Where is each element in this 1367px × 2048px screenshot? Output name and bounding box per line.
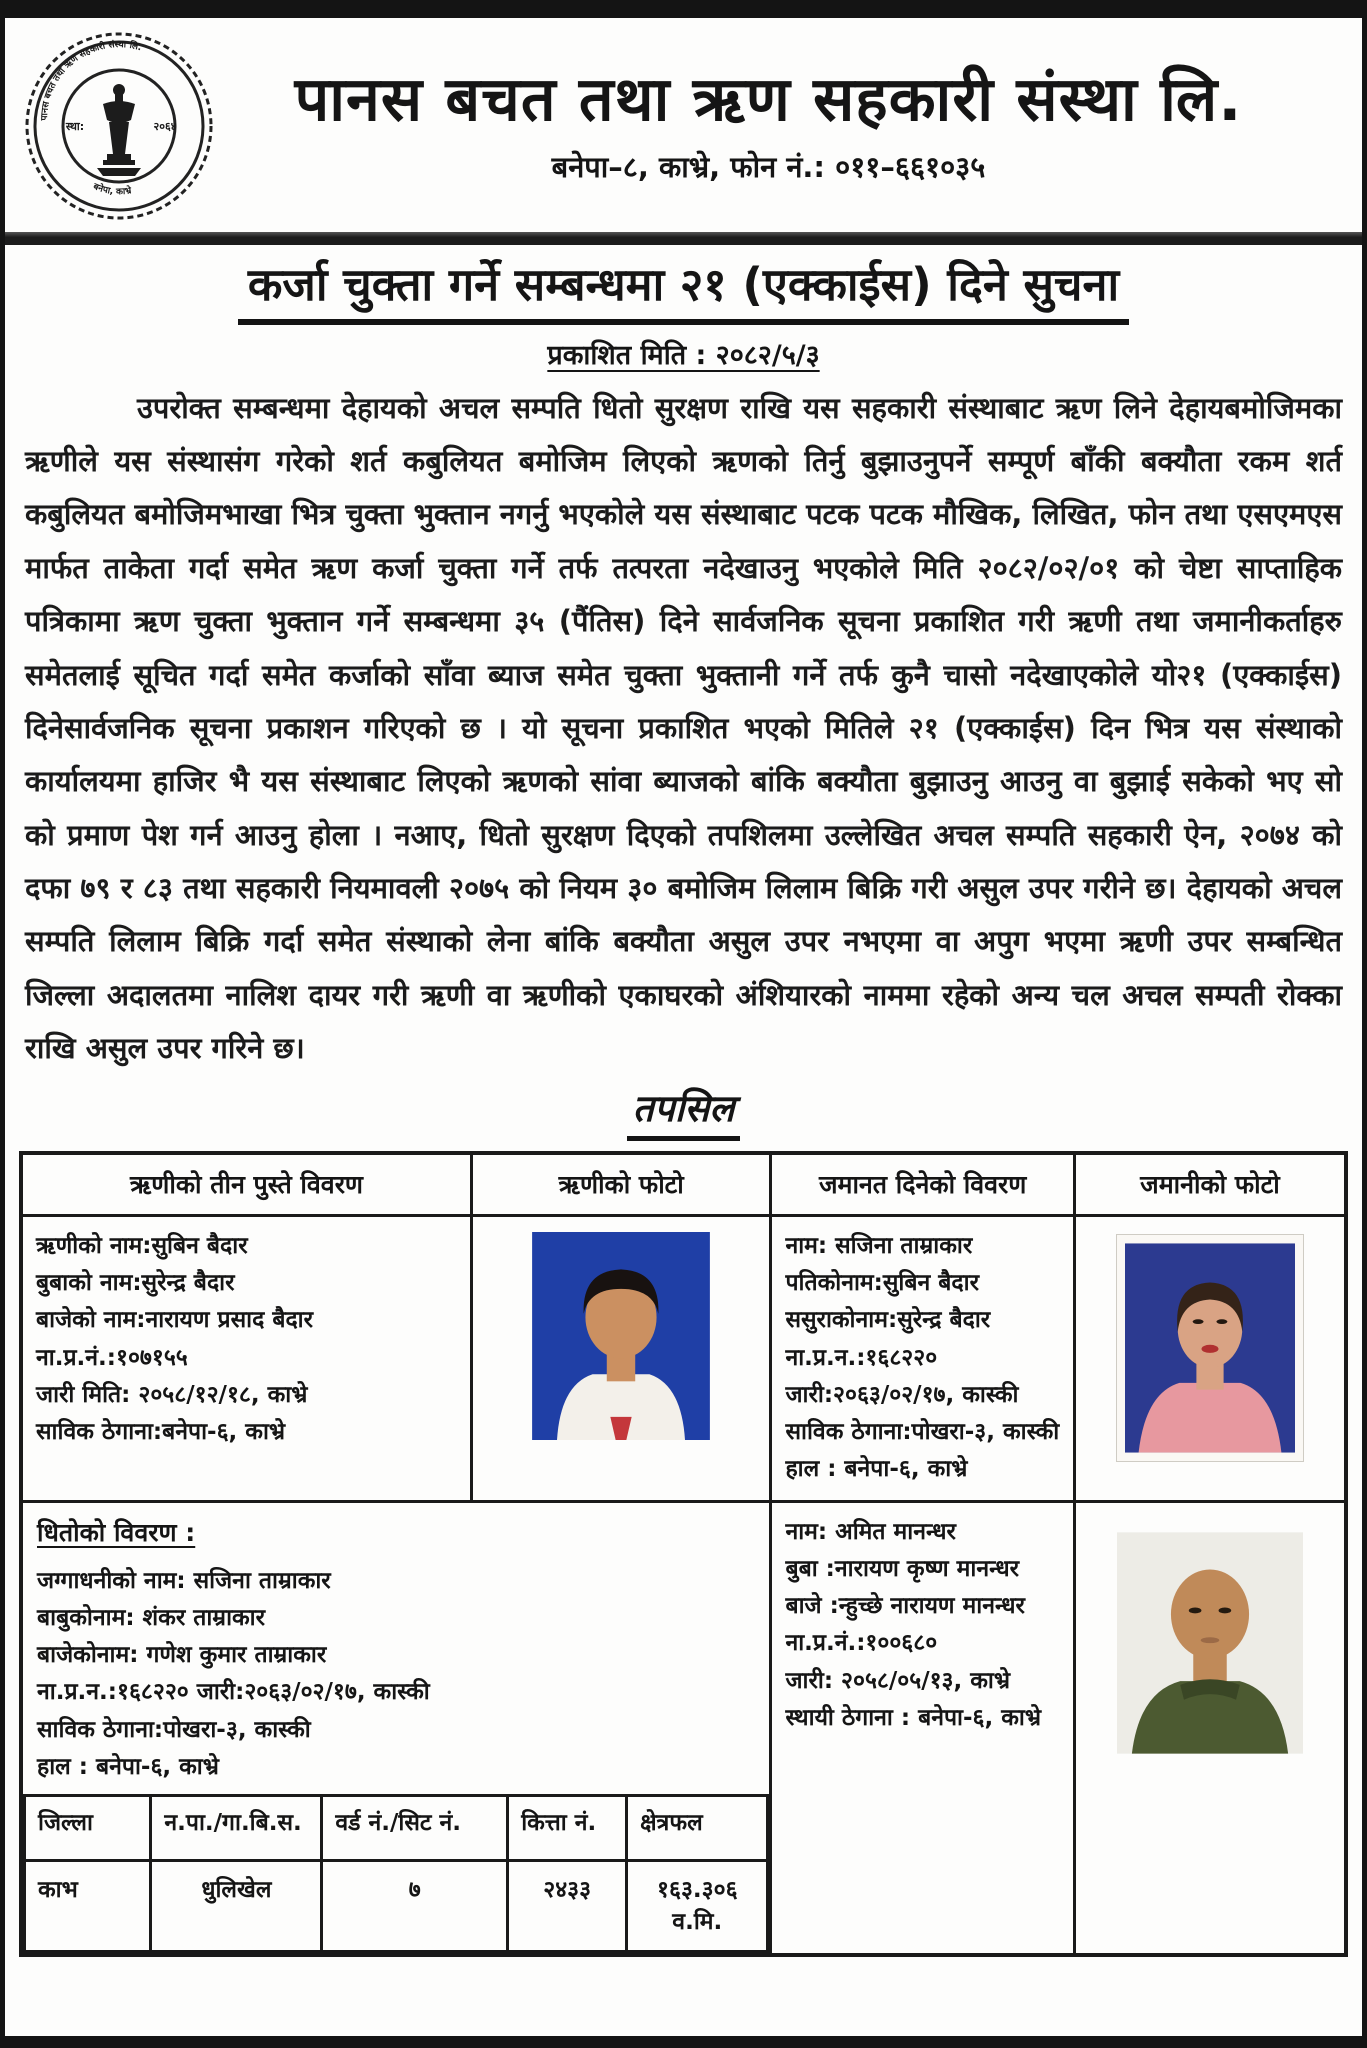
land-district-value: काभ xyxy=(25,1861,151,1952)
guarantor1-fatherinlaw-name: ससुराकोनाम:सुरेन्द्र बैदार xyxy=(785,1307,991,1334)
borrower-grandfather-name: बाजेको नाम:नारायण प्रसाद बैदार xyxy=(36,1307,314,1334)
borrower-address: साविक ठेगाना:बनेपा-६, काभ्रे xyxy=(36,1419,286,1446)
borrower-details-cell xyxy=(21,1215,472,1501)
guarantor2-grandfather-name: बाजे :न्हुच्छे नारायण मानन्धर xyxy=(785,1593,1025,1620)
organization-name: पानस बचत तथा ऋण सहकारी संस्था लि. xyxy=(294,63,1243,135)
notice-body-paragraph: उपरोक्त सम्बन्धमा देहायको अचल सम्पति धितो सुरक्षण राखि यस सहकारी संस्थाबाट ऋण लिने देहायबमोजिमका ऋणीले यस संस्थासंग गरेको शर्त कबुलियत बमोजिम लिएको ऋणको तिर्नु बुझाउनुपर्ने सम्पूर्ण बाँकी बक्यौता रकम शर्त कबुलियत बमोजिमभाखा भित्र चुक्ता भुक्तान नगर्नु भएकोले यस संस्थाबाट पटक पटक मौखिक, लिखित, फोन तथा एसएमएस मार्फत ताकेता गर्दा समेत ऋण कर्जा चुक्ता गर्ने तर्फ तत्परता नदेखाउनु भएकोले मिति २०८२/०२/०१ को चेष्टा साप्ताहिक पत्रिकामा ऋण चुक्ता भुक्तान गर्ने सम्बन्धमा ३५ (पैंतिस) दिने सार्वजनिक सूचना प्रकाशित गरी ऋणी तथा जमानीकर्ताहरु समेतलाई सूचित गर्दा समेत कर्जाको साँवा ब्याज समेत चुक्ता भुक्तानी गर्ने तर्फ कुनै चासो नदेखाएकोले यो२१ (एक्काईस) दिनेसार्वजनिक सूचना प्रकाशन गरिएको छ । यो सूचना प्रकाशित भएको मितिले २१ (एक्काईस) दिन भित्र यस संस्थाको कार्यालयमा हाजिर भै यस संस्थाबाट लिएको ऋणको सांवा ब्याजको बांकि बक्यौता बुझाउनु आउनु वा बुझाई सकेको भए सो को प्रमाण पेश गर्न आउनु होला । नआए, धितो सुरक्षण दिएको तपशिलमा उल्लेखित अचल सम्पति सहकारी ऐन, २०७४ को दफा ७९ र ८३ तथा सहकारी नियमावली २०७५ को नियम ३० बमोजिम लिलाम बिक्रि गरी असुल उपर गरीने छ। देहायको अचल सम्पति लिलाम बिक्रि गर्दा समेत संस्थाको लेना बांकि बक्यौता असुल उपर नभएमा वा अपुग भएमा ऋणी उपर सम्बन्धित जिल्ला अदालतमा नालिश दायर गरी ऋणी वा ऋणीको एकाघरको अंशियारको नाममा रहेको अन्य चल अचल सम्पती रोक्का राखि असुल उपर गरिने छ। xyxy=(25,390,1342,1066)
collateral-heading: धितोको विवरण : xyxy=(37,1517,196,1547)
svg-text:२०६४: २०६४ xyxy=(153,120,177,133)
header-divider xyxy=(5,232,1362,245)
col-header-borrower-details: ऋणीको तीन पुस्ते विवरण xyxy=(21,1153,472,1215)
published-date: प्रकाशित मिति : २०८२/५/३ xyxy=(547,339,820,371)
land-area-value: १६३.३०६ व.मि. xyxy=(627,1861,768,1952)
borrower-row xyxy=(21,1215,1346,1501)
borrower-father-name: बुबाको नाम:सुरेन्द्र बैदार xyxy=(36,1270,235,1297)
details-heading: तपसिल xyxy=(627,1081,741,1141)
borrower-photo xyxy=(532,1232,710,1440)
land-ward-value: ७ xyxy=(322,1861,508,1952)
guarantor2-photo xyxy=(1117,1532,1303,1754)
guarantor1-photo xyxy=(1125,1243,1295,1453)
guarantor2-permanent-address: स्थायी ठेगाना : बनेपा-६, काभ्रे xyxy=(785,1704,1042,1731)
land-parcel-table xyxy=(23,1794,769,1953)
land-col-district: जिल्ला xyxy=(25,1796,151,1861)
borrower-photo-cell xyxy=(472,1215,771,1501)
notice-title: कर्जा चुक्ता गर्ने सम्बन्धमा २१ (एक्काईस) दिने सुचना xyxy=(238,259,1129,325)
land-table-header-row xyxy=(25,1796,768,1861)
land-col-ward: वर्ड नं./सिट नं. xyxy=(322,1796,508,1861)
land-plot-value: २४३३ xyxy=(508,1861,627,1952)
landowner-grandfather-name: बाजेकोनाम: गणेश कुमार ताम्राकार xyxy=(37,1642,327,1669)
guarantor1-husband-name: पतिकोनाम:सुबिन बैदार xyxy=(785,1270,979,1297)
svg-text:पानस बचत तथा ऋण सहकारी संस्था: पानस बचत तथा ऋण सहकारी संस्था लि. xyxy=(39,40,143,121)
svg-text:स्था:: स्था: xyxy=(65,120,85,133)
collateral-details-cell xyxy=(21,1501,771,1955)
borrower-name: ऋणीको नाम:सुबिन बैदार xyxy=(36,1232,248,1259)
guarantor2-photo-cell xyxy=(1074,1501,1346,1955)
organization-seal-logo xyxy=(19,28,219,224)
col-header-guarantor-details: जमानत दिनेको विवरण xyxy=(771,1153,1074,1215)
guarantor1-details-cell xyxy=(771,1215,1074,1501)
guarantor2-father-name: बुबा :नारायण कृष्ण मानन्धर xyxy=(785,1555,1020,1582)
details-table-header-row xyxy=(21,1153,1346,1215)
guarantor1-current-address: हाल : बनेपा-६, काभ्रे xyxy=(785,1456,968,1483)
seal-icon xyxy=(19,28,219,224)
borrower-issue-date: जारी मिति: २०५८/१२/१८, काभ्रे xyxy=(36,1381,308,1408)
guarantor2-details-cell xyxy=(771,1501,1074,1955)
svg-text:बनेपा, काभ्रे: बनेपा, काभ्रे xyxy=(91,181,133,198)
guarantor2-name: नाम: अमित मानन्धर xyxy=(785,1518,956,1545)
guarantor1-issue-date: जारी:२०६३/०२/१७, कास्की xyxy=(785,1381,1019,1408)
col-header-guarantor-photo: जमानीको फोटो xyxy=(1074,1153,1346,1215)
guarantor1-photo-frame xyxy=(1116,1234,1304,1462)
guarantor1-photo-cell xyxy=(1074,1215,1346,1501)
land-col-area: क्षेत्रफल xyxy=(627,1796,768,1861)
landowner-father-name: बाबुकोनाम: शंकर ताम्राकार xyxy=(37,1604,266,1631)
landowner-citizenship-no: ना.प्र.न.:१६८२२० जारी:२०६३/०२/१७, कास्की xyxy=(37,1679,430,1706)
kalash-emblem-icon xyxy=(97,84,141,176)
guarantor2-citizenship-no: ना.प्र.नं.:१००६८० xyxy=(785,1630,938,1657)
guarantor2-issue-date: जारी: २०५८/०५/१३, काभ्रे xyxy=(785,1667,1011,1694)
details-table xyxy=(19,1151,1348,1957)
collateral-row xyxy=(21,1501,1346,1955)
borrower-citizenship-no: ना.प्र.नं.:१०७१५५ xyxy=(36,1344,188,1371)
document-header xyxy=(5,18,1362,230)
landowner-name: जग्गाधनीको नाम: सजिना ताम्राकार xyxy=(37,1567,331,1594)
organization-address: बनेपा–८, काभ्रे, फोन नं.: ०११–६६१०३५ xyxy=(551,150,986,185)
landowner-current-address: हाल : बनेपा-६, काभ्रे xyxy=(37,1753,219,1780)
land-municipality-value: धुलिखेल xyxy=(151,1861,322,1952)
land-col-municipality: न.पा./गा.बि.स. xyxy=(151,1796,322,1861)
guarantor1-name: नाम: सजिना ताम्राकार xyxy=(785,1232,973,1259)
guarantor1-former-address: साविक ठेगाना:पोखरा-३, कास्की xyxy=(785,1419,1060,1446)
land-table-value-row xyxy=(25,1861,768,1952)
col-header-borrower-photo: ऋणीको फोटो xyxy=(472,1153,771,1215)
landowner-former-address: साविक ठेगाना:पोखरा-३, कास्की xyxy=(37,1716,311,1743)
guarantor1-citizenship-no: ना.प्र.न.:१६८२२० xyxy=(785,1344,938,1371)
land-col-plot: कित्ता नं. xyxy=(508,1796,627,1861)
